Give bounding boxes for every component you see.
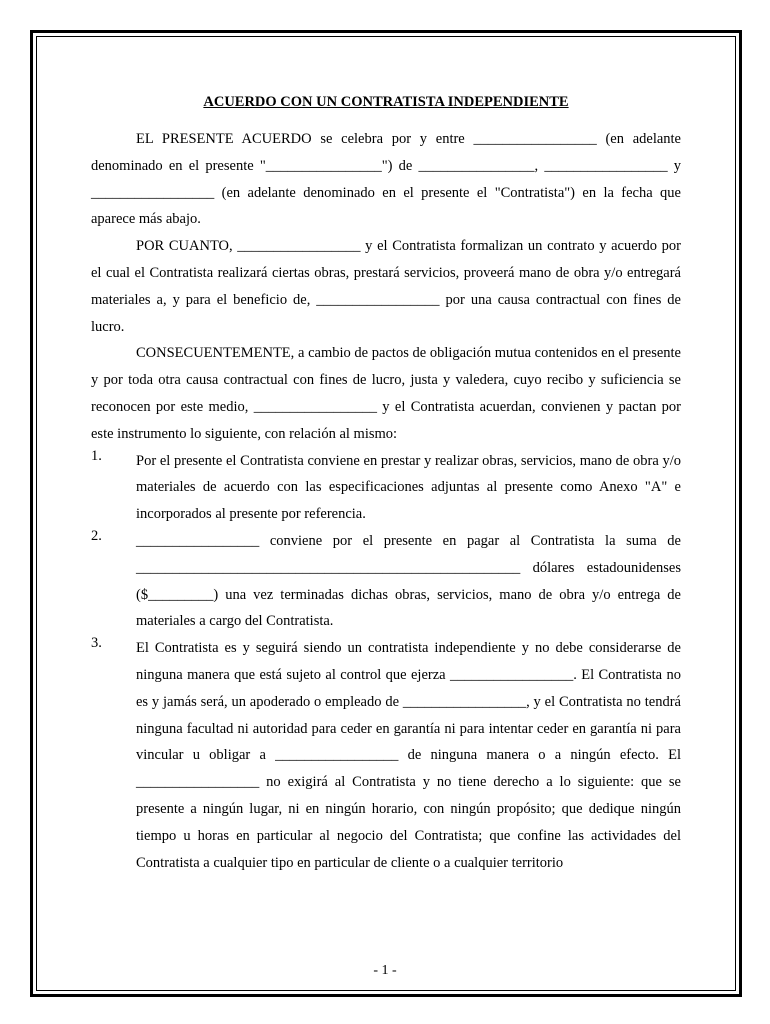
clause-text: El Contratista es y seguirá siendo un contratista independiente y no debe considerarse de ninguna manera que está sujeto al control que ejerza _________________. El Contratista no es y jamás será, un apoderado o empleado de _________________, y el Contratista no tendrá ninguna facultad ni autoridad para ceder en garantía ni para intentar ceder en garantía ni para vincular u obligar a _________________ de ninguna manera o a ningún efecto. El _________________ no exigirá al Contratista y no tiene derecho a lo siguiente: que se presente a ningún lugar, ni en ningún horario, con ningún propósito; que dedique ningún tiempo u horas en particular al negocio del Contratista; que confine las actividades del Contratista a cualquier tipo en particular de cliente o a cualquier territorio xyxy=(136,640,681,871)
document-title: ACUERDO CON UN CONTRATISTA INDEPENDIENTE xyxy=(203,94,569,110)
clause-text: _________________ conviene por el presente en pagar al Contratista la suma de _____________________________________________________ dólares estadounidenses ($_________) una vez terminadas dichas obras, servicios, mano de obra y/o entrega de materiales a cargo del Contratista. xyxy=(136,532,681,630)
clause-1 xyxy=(91,448,681,528)
clause-2 xyxy=(91,528,681,635)
paragraph-por-cuanto: POR CUANTO, _________________ y el Contratista formalizan un contrato y acuerdo por el cual el Contratista realizará ciertas obras, prestará servicios, proveerá mano de obra y/o entregará materiales a, y para el beneficio de, _________________ por una causa contractual con fines de lucro. xyxy=(91,238,681,335)
clause-text: Por el presente el Contratista conviene en prestar y realizar obras, servicios, mano de obra y/o materiales de acuerdo con las especificaciones adjuntas al presente como Anexo "A" e incorporados al presente por referencia. xyxy=(136,452,681,523)
clause-number: 2. xyxy=(91,527,102,544)
page-number: - 1 - xyxy=(373,963,397,978)
clause-number: 1. xyxy=(91,447,102,464)
paragraph-consecuentemente: CONSECUENTEMENTE, a cambio de pactos de obligación mutua contenidos en el presente y por toda otra causa contractual con fines de lucro, justa y valedera, cuyo recibo y suficiencia se reconocen por este medio, _________________ y el Contratista acuerdan, convienen y pactan por este instrumento lo siguiente, con relación al mismo: xyxy=(91,345,681,442)
clause-number: 3. xyxy=(91,635,102,652)
document-body xyxy=(91,92,681,876)
clause-3 xyxy=(91,635,681,876)
paragraph-presente-acuerdo: EL PRESENTE ACUERDO se celebra por y entre _________________ (en adelante denominado en el presente "________________") de ________________, _________________ y _________________ (en adelante denominado en el presente el "Contratista") en la fecha que aparece más abajo. xyxy=(91,131,681,228)
